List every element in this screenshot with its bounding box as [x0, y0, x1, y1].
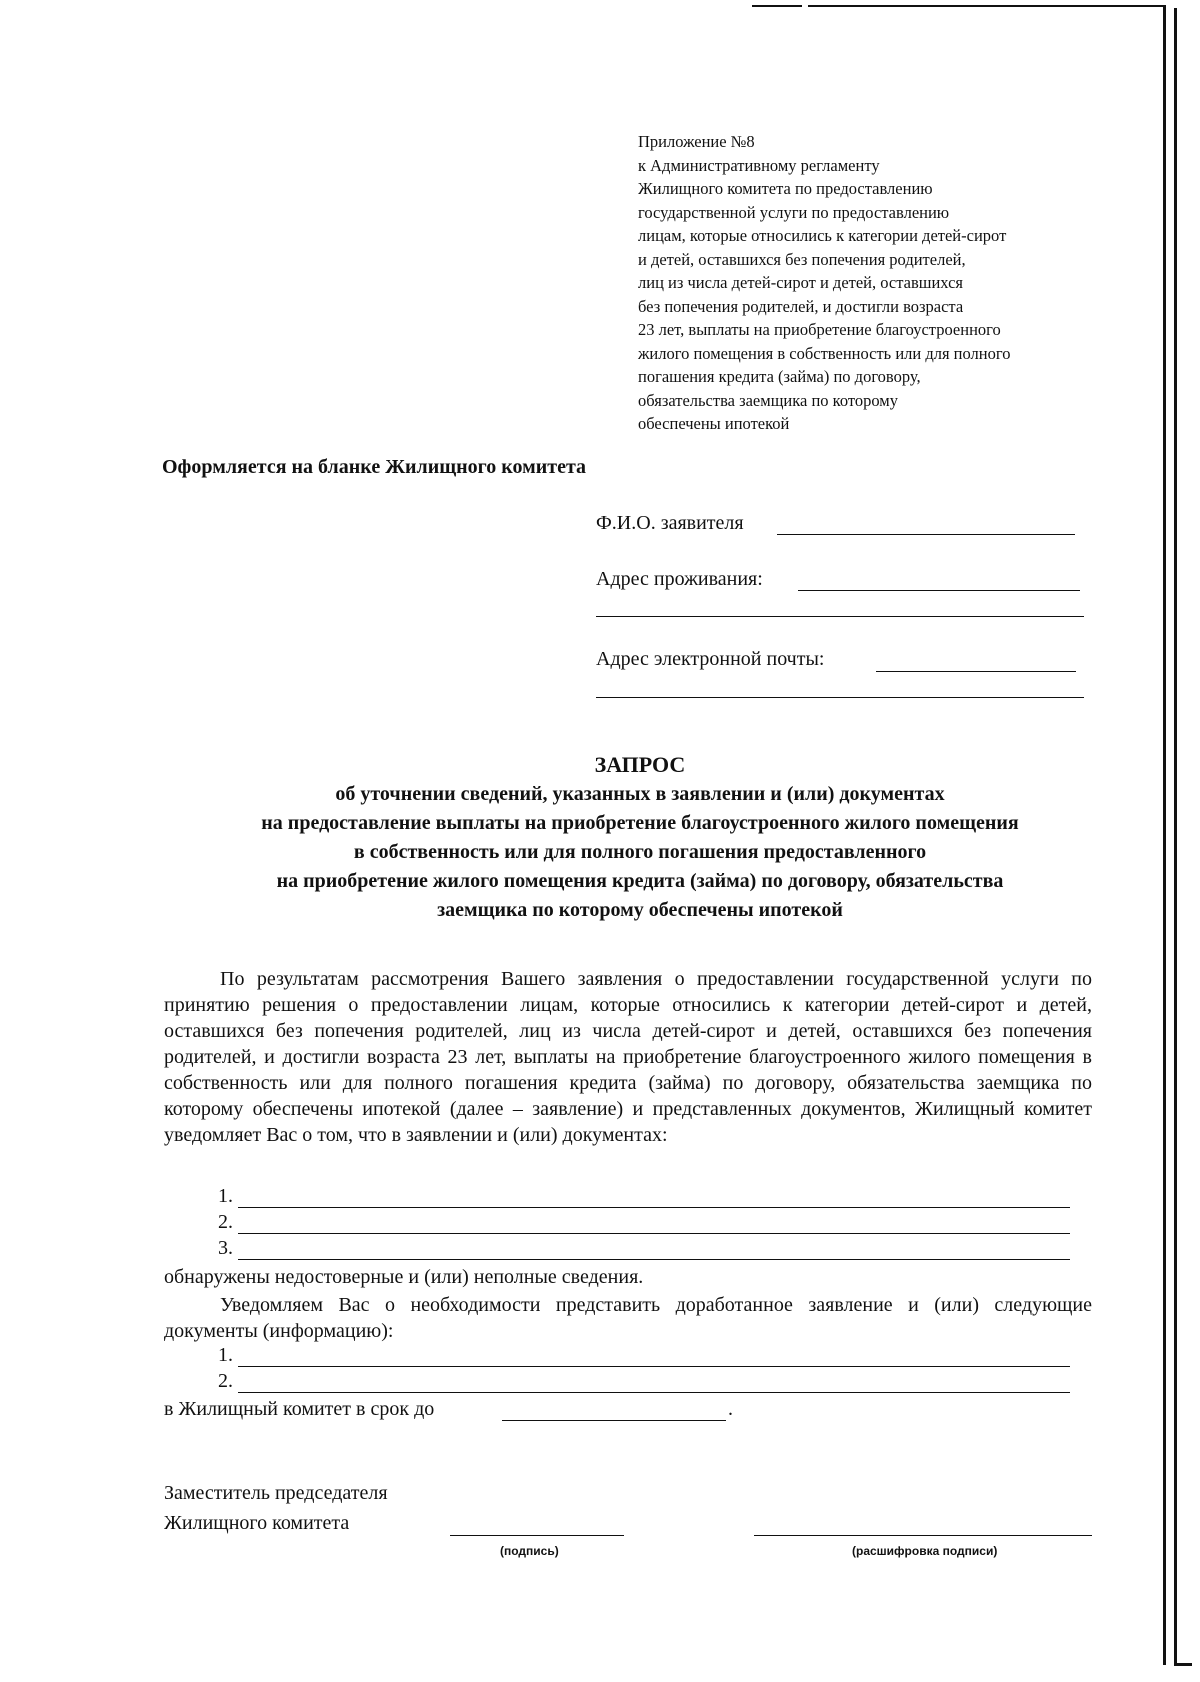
appendix-line: к Административному регламенту	[638, 155, 880, 175]
scan-artifact-top-dash-1	[752, 5, 802, 7]
email-field-line-2[interactable]	[596, 697, 1084, 698]
after-list1-text: обнаружены недостоверные и (или) неполные сведения.	[164, 1266, 644, 1288]
subtitle-line: заемщика по которому обеспечены ипотекой	[437, 899, 843, 921]
document-subtitle	[150, 780, 1130, 925]
appendix-line: и детей, оставшихся без попечения родителей,	[638, 249, 966, 269]
signature-caption: (подпись)	[500, 1544, 559, 1558]
appendix-line: лицам, которые относились к категории детей-сирот	[638, 226, 1007, 245]
paragraph-text: По результатам рассмотрения Вашего заявления о предоставлении государственной услуги по принятию решения о предоставлении лицам, которые относились к категории детей-сирот и детей, оставшихся без попечения родителей, лиц из числа детей-сирот и детей, оставшихся без попечения родителей, и достигли возраста 23 лет, выплаты на приобретение благоустроенного жилого помещения в собственность или для полного погашения кредита (займа) по договору, обязательства заемщика по которому обеспечены ипотекой (далее – заявление) и представленных документов, Жилищный комитет уведомляет Вас о том, что в заявлении и (или) документах:	[164, 968, 1092, 1146]
appendix-reference	[638, 130, 1098, 436]
list1-item-1-number: 1.	[218, 1185, 233, 1207]
appendix-line: лиц из числа детей-сирот и детей, оставшихся	[638, 273, 963, 292]
email-field[interactable]	[876, 671, 1076, 672]
fio-label: Ф.И.О. заявителя	[596, 512, 744, 534]
appendix-line: Жилищного комитета по предоставлению	[638, 179, 933, 198]
fio-field[interactable]	[777, 534, 1075, 535]
deadline-prefix: в Жилищный комитет в срок до	[164, 1398, 435, 1420]
signature-decoding-caption: (расшифровка подписи)	[852, 1544, 998, 1558]
scan-artifact-top-line	[808, 5, 1163, 7]
list1-item-2-number: 2.	[218, 1211, 233, 1233]
list2-item-1-number: 1.	[218, 1344, 233, 1366]
signatory-position-line-2: Жилищного комитета	[164, 1512, 350, 1534]
body-paragraph-2	[164, 1292, 1092, 1344]
signature-field[interactable]	[450, 1535, 624, 1536]
list1-item-3-number: 3.	[218, 1237, 233, 1259]
list2-item-2-line[interactable]	[238, 1392, 1070, 1393]
address-field[interactable]	[798, 590, 1080, 591]
appendix-line: обязательства заемщика по которому	[638, 390, 898, 410]
letterhead-note: Оформляется на бланке Жилищного комитета	[162, 456, 587, 478]
appendix-line: без попечения родителей, и достигли возраста	[638, 296, 964, 316]
subtitle-line: на предоставление выплаты на приобретение благоустроенного жилого помещения	[261, 812, 1019, 834]
list1-item-1-line[interactable]	[238, 1207, 1070, 1208]
appendix-line: 23 лет, выплаты на приобретение благоустроенного	[638, 320, 1001, 339]
subtitle-line: в собственность или для полного погашения предоставленного	[353, 841, 927, 863]
subtitle-line: на приобретение жилого помещения кредита (займа) по договору, обязательства	[276, 870, 1004, 892]
list1-item-3-line[interactable]	[238, 1259, 1070, 1260]
list2-item-1-line[interactable]	[238, 1366, 1070, 1367]
email-label: Адрес электронной почты:	[596, 648, 825, 670]
appendix-line: обеспечены ипотекой	[638, 414, 790, 433]
appendix-line: погашения кредита (займа) по договору,	[638, 367, 921, 386]
list1-item-2-line[interactable]	[238, 1233, 1070, 1234]
deadline-field[interactable]	[502, 1420, 726, 1421]
deadline-suffix: .	[728, 1398, 733, 1420]
appendix-line: Приложение №8	[638, 132, 755, 151]
scan-artifact-right-edge-inner	[1174, 8, 1177, 1665]
address-field-line-2[interactable]	[596, 616, 1084, 617]
list2-item-2-number: 2.	[218, 1370, 233, 1392]
paragraph-text: Уведомляем Вас о необходимости представить доработанное заявление и (или) следующие документы (информацию):	[164, 1294, 1092, 1342]
appendix-line: жилого помещения в собственность или для полного	[638, 343, 1011, 363]
subtitle-line: об уточнении сведений, указанных в заявлении и (или) документах	[335, 783, 945, 805]
scan-artifact-bottom-corner	[1174, 1663, 1192, 1666]
address-label: Адрес проживания:	[596, 568, 763, 590]
signature-decoding-field[interactable]	[754, 1535, 1092, 1536]
appendix-line: государственной услуги по предоставлению	[638, 202, 950, 222]
signatory-position-line-1: Заместитель председателя	[164, 1482, 388, 1504]
body-paragraph-1	[164, 966, 1092, 1148]
document-title: ЗАПРОС	[594, 752, 686, 777]
scan-artifact-right-edge	[1163, 5, 1166, 1665]
